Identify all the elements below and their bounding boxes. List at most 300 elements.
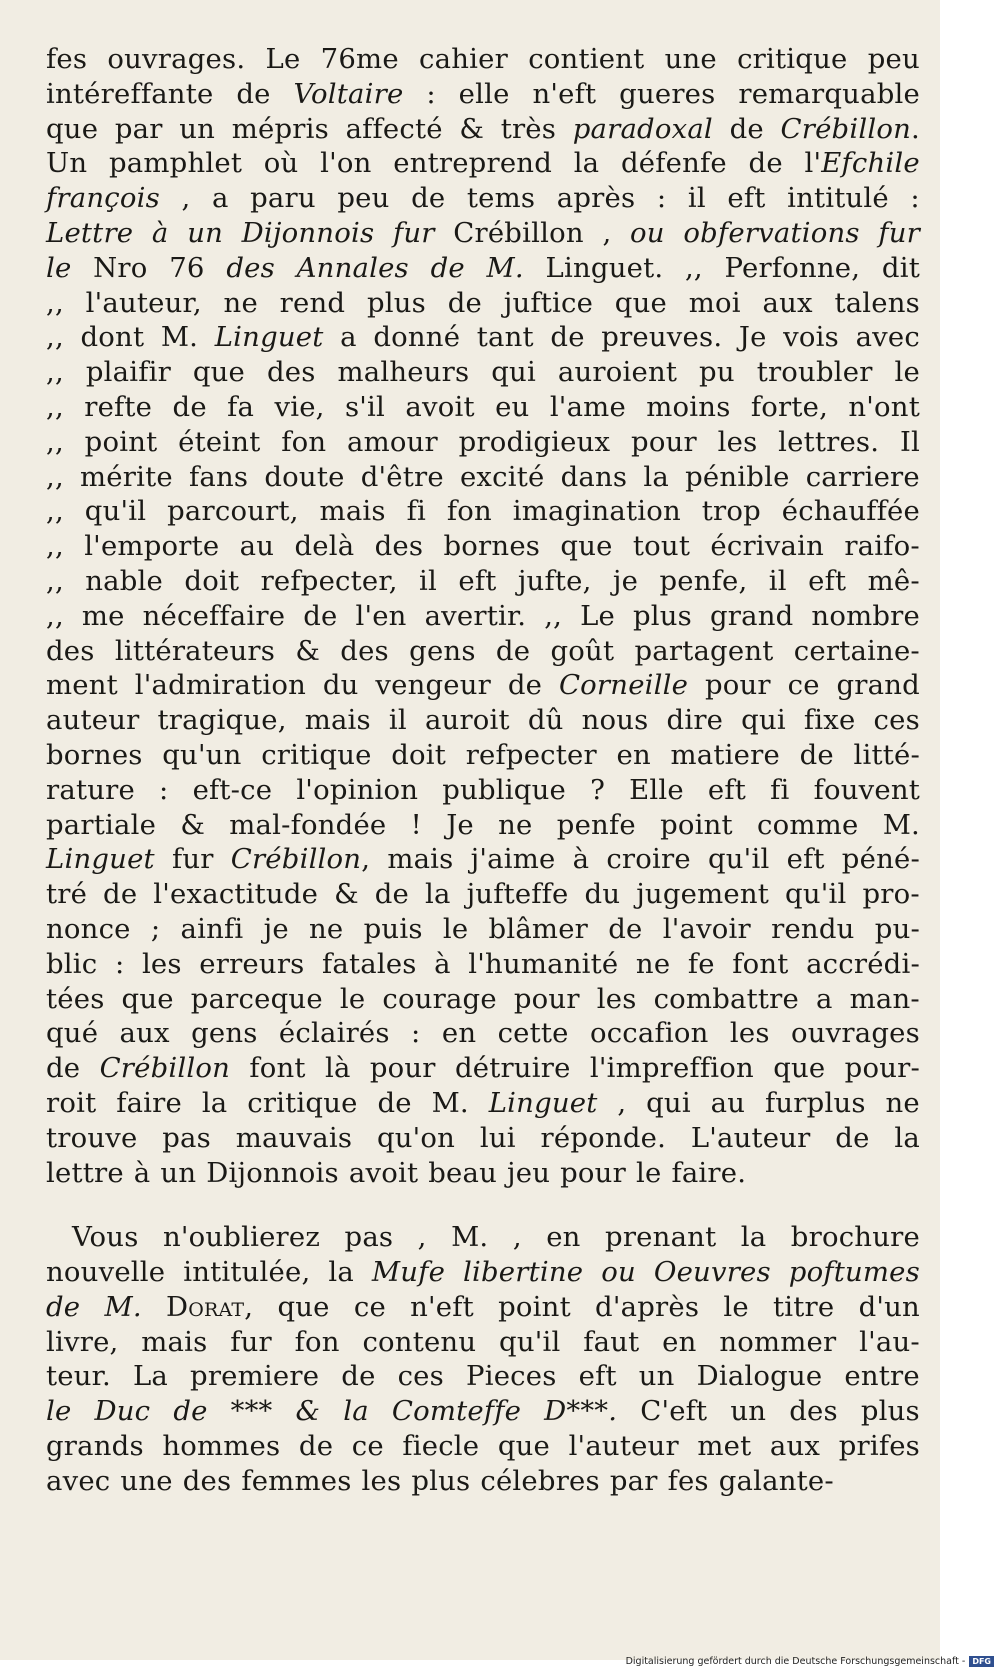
- word: [46, 42, 87, 77]
- word-part: goût: [550, 634, 615, 667]
- word: [882, 251, 920, 286]
- word: [250, 181, 316, 216]
- word: [501, 112, 556, 147]
- word-part: fa: [227, 390, 255, 423]
- word: [508, 668, 542, 703]
- word-part: de: [377, 1086, 412, 1119]
- word: [46, 251, 71, 286]
- word: [236, 77, 270, 112]
- word: [187, 216, 223, 251]
- word-part: que: [497, 1430, 551, 1463]
- word-part: dans: [560, 460, 628, 493]
- word-part: M.: [451, 1221, 489, 1254]
- word: [708, 842, 769, 877]
- word: [107, 42, 245, 77]
- word: [296, 773, 418, 808]
- word-part: Je: [738, 321, 767, 354]
- word-part: à: [151, 216, 169, 249]
- word: [788, 668, 820, 703]
- word: [46, 947, 97, 982]
- word-part: les: [717, 425, 758, 458]
- word: [541, 1121, 667, 1156]
- word: [868, 42, 920, 77]
- word-part: pu: [699, 356, 735, 389]
- word: [115, 634, 275, 669]
- word: [875, 912, 920, 947]
- word: [723, 1290, 748, 1325]
- word-part: :: [656, 182, 667, 215]
- word: [184, 564, 239, 599]
- word: [689, 286, 741, 321]
- word: [80, 320, 144, 355]
- word: [226, 251, 275, 286]
- word: [236, 1121, 352, 1156]
- word-part: de: [430, 251, 465, 284]
- word: [116, 1086, 182, 1121]
- word-part: de: [103, 878, 138, 911]
- word: [93, 251, 147, 286]
- word-part: ,,: [46, 356, 64, 389]
- word-part: des: [374, 530, 424, 563]
- word-part: célebres: [480, 1464, 600, 1497]
- word: [309, 912, 343, 947]
- word-part: Comteffe: [391, 1395, 522, 1428]
- word-part: roit: [46, 1086, 97, 1119]
- word-part: comme: [757, 808, 859, 841]
- word-part: malheurs: [337, 356, 470, 389]
- word: [320, 494, 386, 529]
- word-part: cahier: [419, 43, 508, 75]
- word: [115, 112, 163, 147]
- word-part: ne: [498, 808, 533, 841]
- word-part: Duc: [94, 1395, 151, 1428]
- word-part: s'il: [344, 390, 386, 423]
- word-part: eft: [727, 182, 766, 215]
- word: [595, 1290, 699, 1325]
- word: [163, 1220, 320, 1255]
- word: [264, 912, 289, 947]
- word: [856, 320, 920, 355]
- word: [718, 425, 758, 460]
- word-part: ce: [353, 1290, 386, 1323]
- word: [557, 808, 636, 843]
- word-part: doit: [391, 738, 447, 771]
- word-part: ,,: [46, 530, 64, 563]
- word: [320, 146, 371, 181]
- word: [504, 286, 593, 321]
- word: [811, 599, 920, 634]
- word-part: qu'il: [499, 1325, 561, 1358]
- word: [808, 564, 846, 599]
- word: [702, 494, 761, 529]
- word: [115, 947, 124, 982]
- word: [141, 1325, 207, 1360]
- word-part: erreurs: [199, 947, 305, 980]
- word: [636, 1156, 661, 1191]
- word: [528, 42, 644, 77]
- word: [507, 1156, 550, 1191]
- word: [305, 703, 371, 738]
- word: [806, 947, 920, 982]
- word: [601, 1255, 636, 1290]
- word-part: 76: [169, 251, 205, 284]
- word: [361, 460, 444, 495]
- word: [668, 1464, 709, 1499]
- word: [487, 251, 524, 286]
- word-part: ,,: [544, 599, 563, 632]
- word: [179, 112, 215, 147]
- word: [393, 146, 552, 181]
- word-part: nombre: [811, 599, 920, 632]
- word-part: Efchile: [821, 147, 920, 180]
- word-part: le: [46, 1395, 72, 1428]
- word-part: amour: [347, 425, 438, 458]
- word-part: raifo-: [844, 530, 920, 563]
- word-part: teur.: [46, 1360, 111, 1393]
- word-part: intitulée,: [183, 1256, 311, 1289]
- word: [419, 42, 508, 77]
- word-part: galante-: [718, 1464, 834, 1497]
- word: [293, 77, 403, 112]
- word: [569, 1429, 679, 1464]
- text-line: [46, 390, 920, 425]
- word-part: des: [789, 1395, 838, 1428]
- word: [631, 425, 697, 460]
- word-part: un: [187, 216, 224, 249]
- text-line: [46, 181, 920, 216]
- word: [190, 1359, 319, 1394]
- word: [405, 390, 474, 425]
- word-part: ,: [602, 216, 612, 249]
- word-part: ,,: [46, 425, 64, 458]
- word-part: de: [608, 912, 643, 945]
- word-part: nommer: [719, 1325, 837, 1358]
- word: [46, 668, 118, 703]
- word: [281, 425, 326, 460]
- word-part: il: [687, 182, 706, 215]
- word-part: il: [388, 704, 407, 737]
- word: [787, 181, 889, 216]
- word-part: rendu: [771, 912, 855, 945]
- word-part: l'emporte: [84, 530, 220, 563]
- text-line: [46, 460, 920, 495]
- word-part: ne: [635, 947, 671, 980]
- word-part: fur: [392, 216, 435, 249]
- word-part: mais: [304, 704, 371, 737]
- word: [340, 634, 389, 669]
- word-part: à: [133, 1156, 151, 1189]
- word: [173, 1394, 207, 1429]
- word: [732, 947, 788, 982]
- word: [242, 216, 375, 251]
- word: [491, 355, 536, 390]
- word-part: nouvelle: [46, 1256, 166, 1289]
- word-part: entreprend: [393, 147, 553, 180]
- word: [496, 634, 530, 669]
- word: [337, 181, 389, 216]
- word: [151, 912, 160, 947]
- word-part: ,,: [684, 251, 703, 284]
- word-part: l'auteur: [568, 1430, 679, 1463]
- word-part: du: [322, 669, 359, 702]
- text-line: [46, 947, 920, 982]
- word: [783, 320, 839, 355]
- text-line: [46, 1255, 920, 1290]
- word: [382, 982, 497, 1017]
- word-part: a: [815, 982, 833, 1015]
- word-part: de: [46, 1052, 81, 1085]
- word-part: de: [303, 599, 338, 632]
- word: [561, 460, 628, 495]
- word: [296, 1394, 321, 1429]
- word-part: eft: [458, 564, 497, 597]
- word-part: un: [730, 1395, 767, 1428]
- word: [688, 181, 706, 216]
- word: [778, 425, 879, 460]
- text-line: [46, 1156, 920, 1191]
- word-part: talens: [834, 286, 920, 319]
- word-part: ?: [590, 773, 606, 806]
- text-line: [46, 355, 920, 390]
- word-part: troubler: [756, 356, 873, 389]
- word-part: ces: [873, 704, 920, 737]
- word-part: dit: [881, 251, 920, 284]
- word: [267, 355, 316, 390]
- word-part: :: [426, 77, 436, 110]
- word-part: peu: [867, 43, 920, 75]
- word-part: avertir.: [424, 599, 527, 632]
- word: [46, 703, 140, 738]
- word: [451, 1220, 488, 1255]
- word: [162, 1121, 211, 1156]
- word-part: de: [341, 1360, 376, 1393]
- word: [773, 1290, 834, 1325]
- word: [730, 112, 764, 147]
- word-part: fi: [770, 773, 790, 806]
- word-part: occafion: [589, 1017, 709, 1050]
- word: [443, 912, 468, 947]
- word-part: critique: [247, 1086, 358, 1119]
- word: [671, 738, 780, 773]
- word-part: vois: [783, 321, 839, 354]
- word: [103, 877, 137, 912]
- word-part: vengeur: [375, 669, 492, 702]
- word-part: furplus: [765, 1086, 866, 1119]
- word-part: pour: [513, 982, 580, 1015]
- word: [580, 599, 615, 634]
- text-line: [46, 251, 920, 286]
- word-part: eu: [495, 390, 530, 423]
- word: [763, 286, 813, 321]
- word: [719, 1325, 836, 1360]
- word-part: gens: [191, 1017, 258, 1050]
- word: [142, 947, 182, 982]
- word: [842, 842, 920, 877]
- word-part: défenfe: [620, 147, 727, 180]
- word-part: qué: [46, 1017, 99, 1050]
- word-part: eft: [808, 564, 847, 597]
- word: [322, 947, 417, 982]
- word: [224, 286, 258, 321]
- word-part: jufte,: [517, 564, 592, 597]
- word: [46, 1121, 137, 1156]
- word: [295, 634, 320, 669]
- word-part: fon: [281, 425, 327, 458]
- word: [559, 668, 688, 703]
- word-part: par: [609, 1464, 658, 1497]
- word-part: ouvrages: [791, 1017, 920, 1050]
- word: [100, 1051, 231, 1086]
- word-part: Le: [265, 43, 301, 75]
- word-part: a: [340, 321, 357, 354]
- word: [46, 286, 64, 321]
- word: [46, 1086, 96, 1121]
- word: [629, 773, 684, 808]
- word-part: qui: [646, 1086, 691, 1119]
- word: [191, 982, 323, 1017]
- word-part: moi: [688, 286, 741, 319]
- word: [697, 1359, 823, 1394]
- word-part: pénible: [685, 460, 790, 493]
- word: [804, 703, 856, 738]
- word-part: la: [328, 1256, 354, 1289]
- word: [782, 494, 920, 529]
- word-part: de: [411, 182, 446, 215]
- word: [610, 1464, 658, 1499]
- word: [274, 390, 324, 425]
- word: [375, 877, 409, 912]
- word: [411, 181, 445, 216]
- dfg-logo-icon: DFG: [969, 1656, 994, 1667]
- word: [86, 286, 202, 321]
- word: [261, 738, 371, 773]
- word-part: la: [343, 1395, 369, 1428]
- word-part: M.: [104, 1290, 142, 1323]
- word: [466, 1359, 557, 1394]
- word: [355, 599, 406, 634]
- word: [46, 529, 64, 564]
- word: [850, 982, 920, 1017]
- text-line: [46, 42, 920, 77]
- word-part: l': [804, 147, 822, 180]
- word: [874, 703, 920, 738]
- word: [80, 460, 173, 495]
- word: [765, 1086, 866, 1121]
- word: [780, 112, 919, 147]
- word: [453, 216, 584, 251]
- word-part: fur: [230, 1325, 272, 1358]
- word: [844, 529, 920, 564]
- word-part: plaifir: [85, 356, 171, 389]
- word-part: de: [447, 286, 482, 319]
- word-part: fes: [46, 43, 88, 75]
- word-part: qui: [741, 704, 786, 737]
- word-part: man-: [849, 982, 920, 1015]
- paragraph: [46, 1220, 920, 1498]
- word-part: ***: [230, 1395, 273, 1428]
- word: [886, 1086, 920, 1121]
- word-part: prenant: [605, 1221, 717, 1254]
- word: [362, 1325, 476, 1360]
- word: [854, 738, 920, 773]
- word-part: M.: [160, 321, 199, 354]
- text-line: [46, 1359, 920, 1394]
- word-part: ,: [361, 843, 371, 876]
- word-part: tems: [466, 182, 536, 215]
- word-part: françois: [46, 182, 160, 215]
- word: [46, 808, 156, 843]
- word: [206, 1156, 339, 1191]
- word-part: juftice: [503, 286, 594, 319]
- word-part: tées: [46, 982, 105, 1015]
- text-line: [46, 912, 920, 947]
- text-line: [46, 703, 920, 738]
- word-part: courage: [382, 982, 497, 1015]
- page-body-text: [46, 42, 920, 1499]
- word: [460, 460, 545, 495]
- word: [391, 738, 446, 773]
- word: [85, 494, 146, 529]
- word-part: n'eft: [532, 77, 597, 110]
- word-part: pour: [560, 1156, 626, 1189]
- word-part: faire: [116, 1086, 182, 1119]
- word-part: obfervations: [683, 216, 860, 249]
- word-part: que: [192, 356, 246, 389]
- word: [431, 251, 465, 286]
- word: [636, 877, 769, 912]
- text-line: [46, 494, 920, 529]
- word-part: ,: [417, 1221, 427, 1254]
- word: [660, 808, 733, 843]
- word: [181, 181, 190, 216]
- word: [550, 634, 614, 669]
- word-part: mê-: [867, 564, 920, 597]
- word-part: ,: [244, 1290, 254, 1323]
- word-part: l'avoir: [662, 912, 751, 945]
- word: [585, 877, 621, 912]
- word: [697, 1429, 751, 1464]
- text-line: [46, 634, 920, 669]
- word-part: eft: [786, 843, 825, 876]
- text-line: [46, 1086, 920, 1121]
- word-part: il: [768, 564, 787, 597]
- word: [719, 1464, 834, 1499]
- word: [46, 982, 105, 1017]
- word-part: échauffée: [781, 495, 920, 528]
- word: [152, 216, 169, 251]
- word-part: là: [324, 1052, 351, 1085]
- word: [46, 564, 64, 599]
- word-part: parcourt,: [167, 495, 299, 528]
- word-part: Crébillon: [780, 112, 912, 145]
- word: [46, 320, 64, 355]
- word: [480, 1121, 516, 1156]
- word: [489, 1086, 598, 1121]
- word: [662, 1325, 696, 1360]
- word-part: contenu: [362, 1325, 477, 1358]
- word: [393, 216, 435, 251]
- word: [518, 564, 592, 599]
- word: [573, 112, 713, 147]
- word-part: que: [46, 112, 99, 145]
- text-line: [46, 1220, 920, 1255]
- word-part: que: [121, 982, 174, 1015]
- word: [544, 599, 562, 634]
- word: [167, 494, 299, 529]
- word-part: point: [660, 808, 733, 841]
- word-part: fixe: [803, 704, 856, 737]
- word: [46, 1051, 80, 1086]
